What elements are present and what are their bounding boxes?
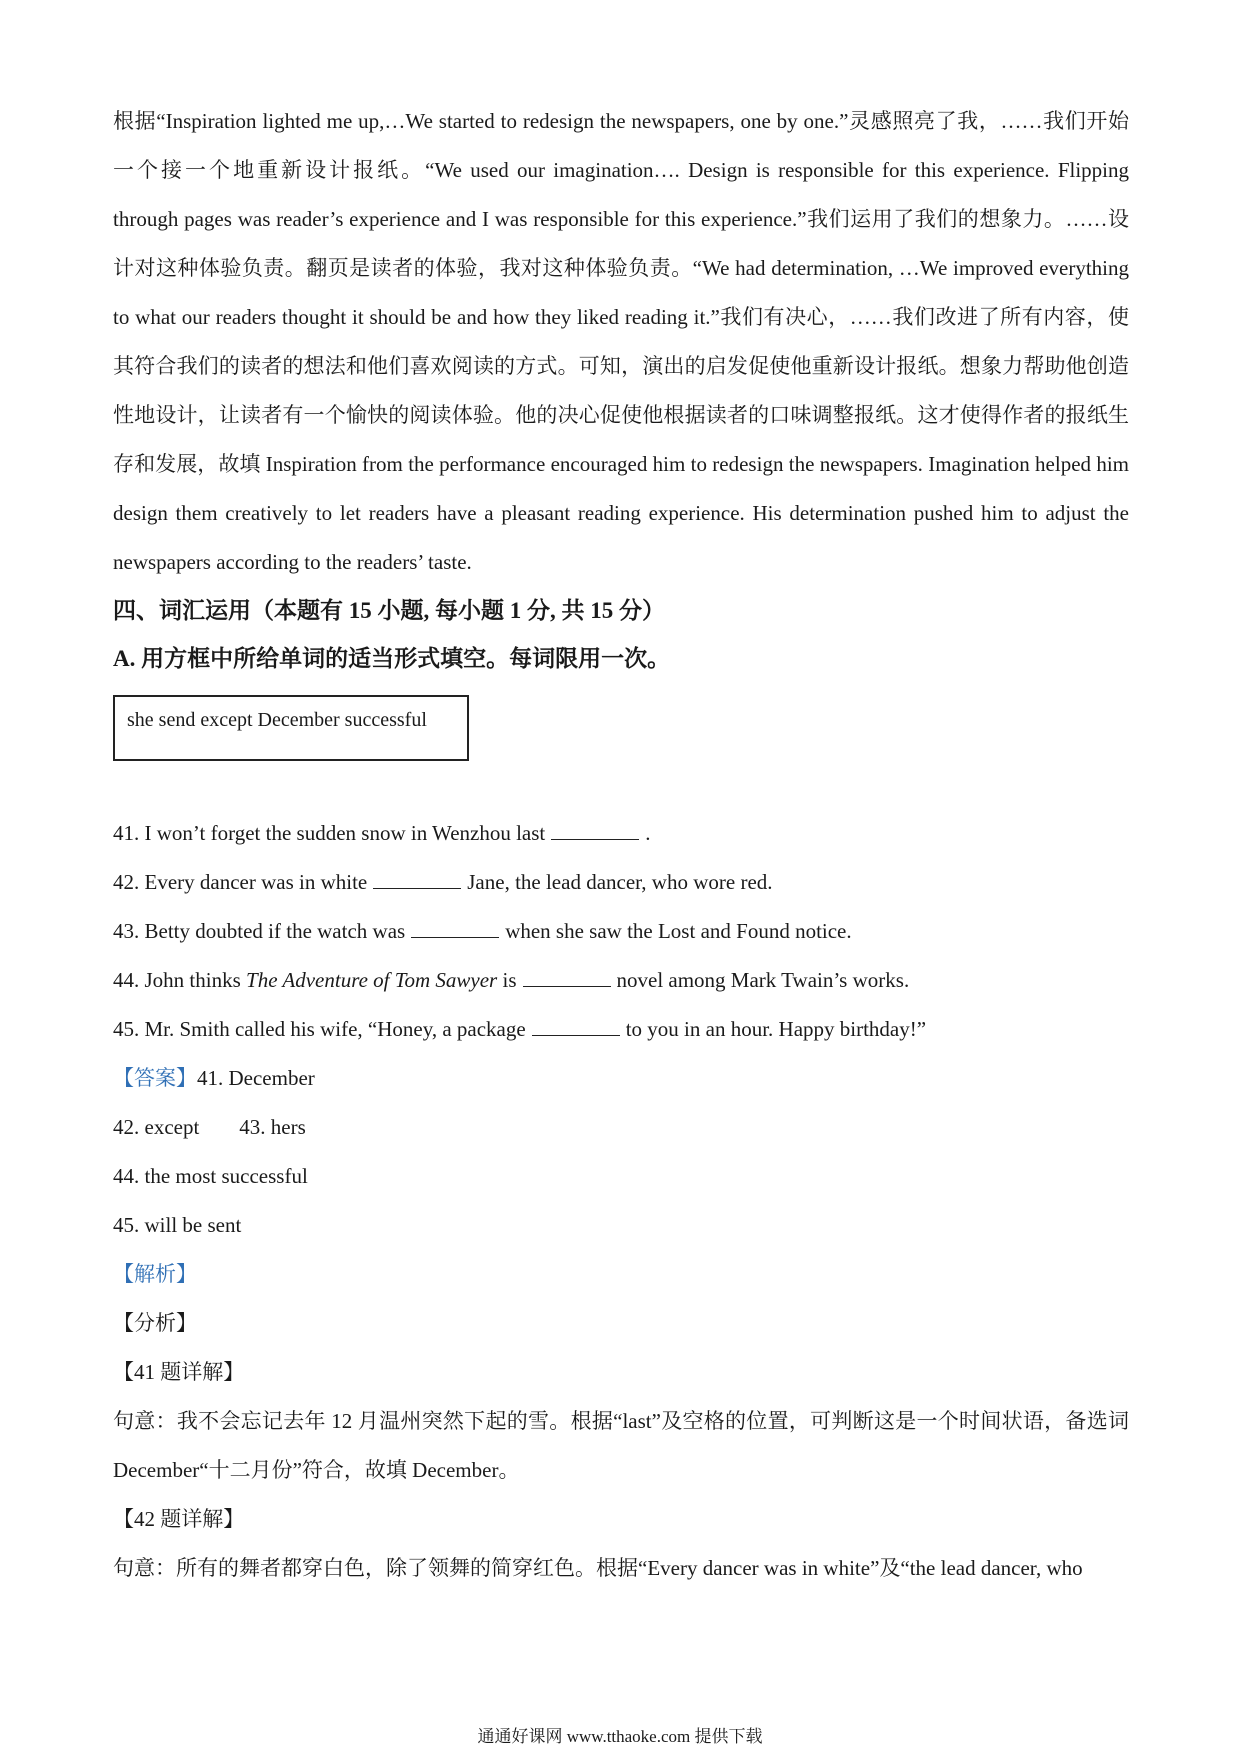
word-box: she send except December successful [113,695,469,761]
detail-42-title: 【42 题详解】 [113,1507,245,1531]
answer-line-45: 45. will be sent [113,1213,242,1237]
question-45-text: 45. Mr. Smith called his wife, “Honey, a package [113,1017,526,1041]
analysis-tag: 【解析】 [113,1262,197,1286]
answer-blank [551,821,639,840]
document-page [113,97,1129,1593]
answer-blank [523,968,611,987]
question-42-end: Jane, the lead dancer, who wore red. [467,870,773,894]
part-title: A. 用方框中所给单词的适当形式填空。每词限用一次。 [113,646,671,671]
question-42-text: 42. Every dancer was in white [113,870,368,894]
detail-42-text: 句意：所有的舞者都穿白色，除了领舞的简穿红色。根据“Every dancer was in white”及“the lead dancer, who [113,1556,1083,1580]
question-list [113,809,1129,1593]
question-44-text: 44. John thinks [113,968,241,992]
question-42 [113,858,1129,907]
detail-41-title: 【41 题详解】 [113,1360,245,1384]
answer-42: 42. except [113,1115,200,1139]
detail-41-text: 句意：我不会忘记去年 12 月温州突然下起的雪。根据“last”及空格的位置，可判断这是一个时间状语，备选词 December“十二月份”符合，故填 December。 [113,1409,1129,1482]
answer-43: 43. hers [239,1115,306,1139]
question-41-text: 41. I won’t forget the sudden snow in Wenzhou last [113,821,546,845]
explanation-paragraph: 根据“Inspiration lighted me up,…We started to redesign the newspapers, one by one.”灵感照亮了我，……我们开始一个接一个地重新设计报纸。“We used our imagination…. Design is responsible for this experience. Flipping through pages was reader’s experience and I was responsible for this experience.”我们运用了我们的想象力。……设计对这种体验负责。翻页是读者的体验，我对这种体验负责。“We had determination, …We improved everything to what our readers thought it should be and how they liked reading it.”我们有决心，……我们改进了所有内容，使其符合我们的读者的想法和他们喜欢阅读的方式。可知，演出的启发促使他重新设计报纸。想象力帮助他创造性地设计，让读者有一个愉快的阅读体验。他的决心促使他根据读者的口味调整报纸。这才使得作者的报纸生存和发展，故填 Inspiration from the performance encouraged him to redesign the newspapers. Imagination helped him design them creatively to let readers have a pleasant reading experience. His determination pushed him to adjust the newspapers according to the readers’ taste. [113,109,1129,574]
question-41 [113,809,1129,858]
question-43 [113,907,1129,956]
question-44 [113,956,1129,1005]
answer-tag: 【答案】 [113,1066,197,1090]
answer-41: 41. December [197,1066,315,1090]
page-footer: 通通好课网 www.tthaoke.com 提供下载 [477,1727,763,1746]
answer-blank [532,1017,620,1036]
answer-blank [373,870,461,889]
question-43-text: 43. Betty doubted if the watch was [113,919,406,943]
answer-blank [411,919,499,938]
question-44-end: novel among Mark Twain’s works. [616,968,910,992]
section-title: 四、词汇运用（本题有 15 小题, 每小题 1 分, 共 15 分） [113,598,665,623]
question-41-end: . [645,821,651,845]
answer-line-41 [113,1054,1129,1103]
question-44-is: is [502,968,517,992]
question-45-end: to you in an hour. Happy birthday!” [625,1017,927,1041]
question-43-end: when she saw the Lost and Found notice. [505,919,852,943]
analysis-fenxi: 【分析】 [113,1311,197,1335]
answer-line-42-43 [113,1103,1129,1152]
answer-line-44: 44. the most successful [113,1164,308,1188]
book-title: The Adventure of Tom Sawyer [246,968,498,992]
question-45 [113,1005,1129,1054]
